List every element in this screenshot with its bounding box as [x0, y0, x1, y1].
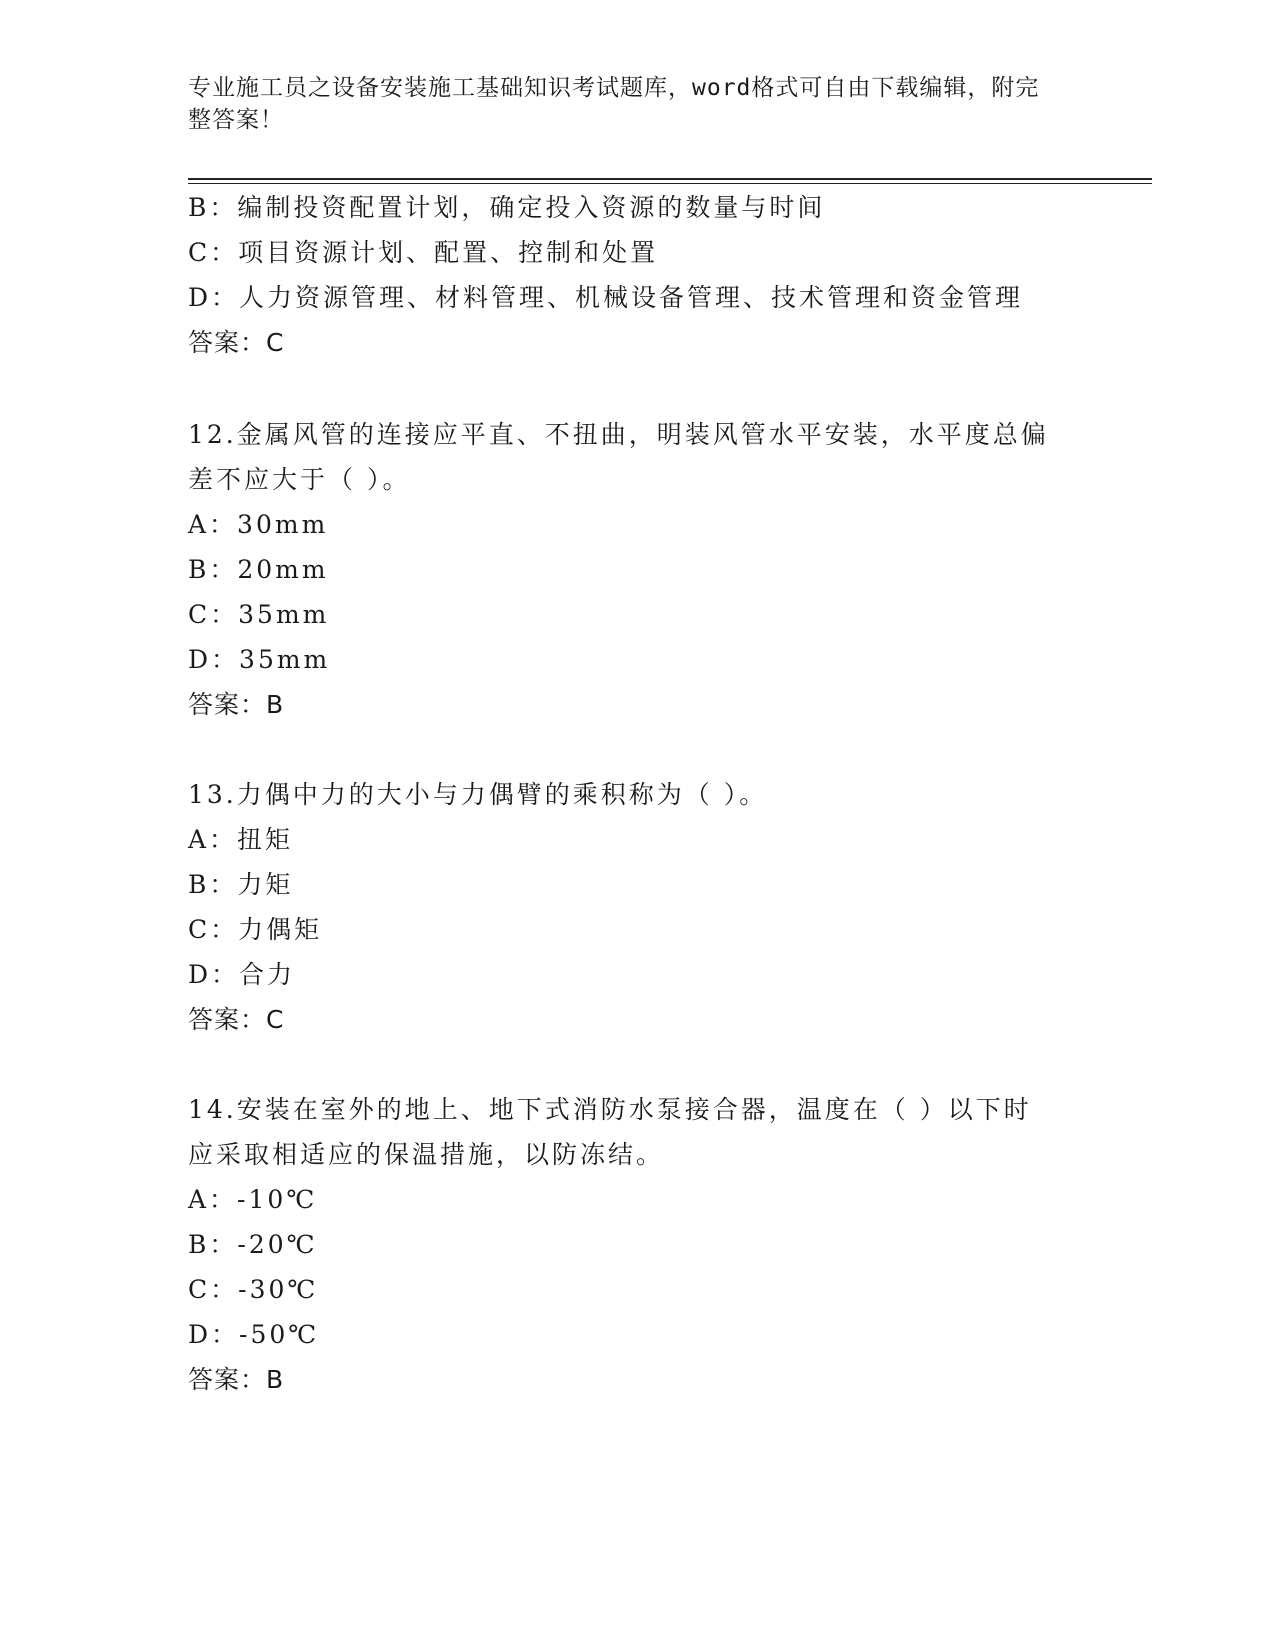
- q12-option-c: C：35mm: [188, 600, 330, 629]
- q14-answer: 答案：B: [188, 1365, 285, 1394]
- q14-option-b: B：-20℃: [188, 1230, 318, 1259]
- q11-option-d: D：人力资源管理、材料管理、机械设备管理、技术管理和资金管理: [188, 283, 1024, 312]
- header-line-2: 整答案！: [188, 107, 284, 133]
- q11-option-c: C：项目资源计划、配置、控制和处置: [188, 238, 659, 267]
- q11-answer: 答案：C: [188, 328, 285, 357]
- q14-stem-line-2: 应采取相适应的保温措施，以防冻结。: [188, 1140, 665, 1169]
- q11-option-b: B：编制投资配置计划，确定投入资源的数量与时间: [188, 193, 826, 222]
- header-divider-thick: [188, 178, 1152, 180]
- q14-option-c: C：-30℃: [188, 1275, 319, 1304]
- q12-stem-line-2: 差不应大于（ ）。: [188, 465, 411, 494]
- q13-option-b: B：力矩: [188, 870, 294, 899]
- q13-option-a: A：扭矩: [188, 825, 294, 854]
- q13-option-c: C：力偶矩: [188, 915, 323, 944]
- document-header: [188, 72, 1068, 136]
- header-divider-thin: [188, 183, 1152, 184]
- q12-option-d: D：35mm: [188, 645, 331, 674]
- q14-option-a: A：-10℃: [188, 1185, 318, 1214]
- q14-option-d: D：-50℃: [188, 1320, 320, 1349]
- q14-stem-line-1: 14.安装在室外的地上、地下式消防水泵接合器，温度在（ ）以下时: [188, 1095, 1032, 1124]
- q12-option-a: A：30mm: [188, 510, 329, 539]
- q12-answer: 答案：B: [188, 690, 285, 719]
- q12-stem-line-1: 12.金属风管的连接应平直、不扭曲，明装风管水平安装，水平度总偏: [188, 420, 1049, 449]
- q13-stem-line-1: 13.力偶中力的大小与力偶臂的乘积称为（ ）。: [188, 780, 768, 809]
- q12-option-b: B：20mm: [188, 555, 329, 584]
- q13-answer: 答案：C: [188, 1005, 285, 1034]
- header-line-1: 专业施工员之设备安装施工基础知识考试题库，word格式可自由下载编辑，附完: [188, 75, 1040, 101]
- q13-option-d: D：合力: [188, 960, 296, 989]
